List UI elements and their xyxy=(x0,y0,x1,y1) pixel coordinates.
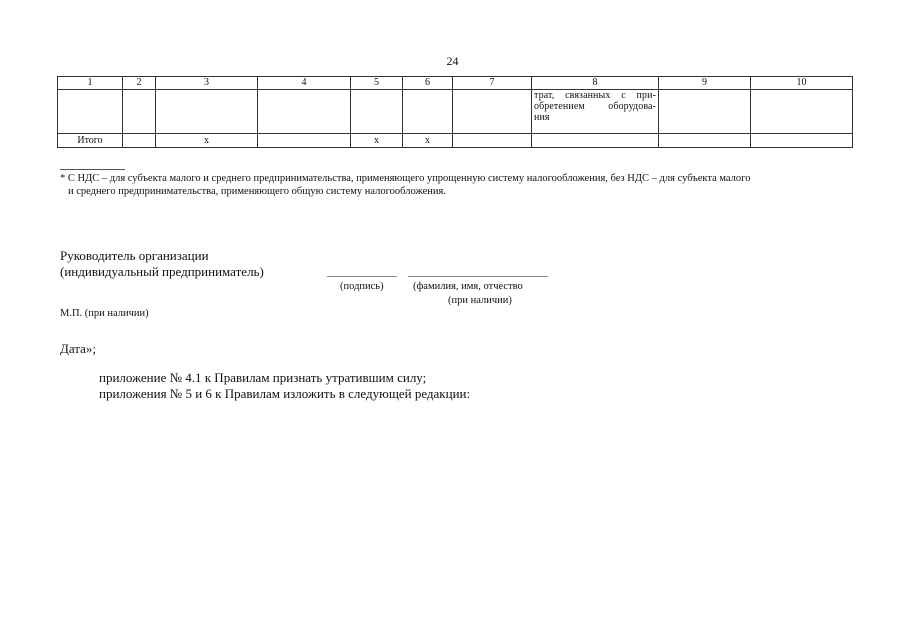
table-cell xyxy=(659,134,751,148)
column-header: 5 xyxy=(351,77,403,90)
table-cell xyxy=(258,134,351,148)
table-cell xyxy=(532,134,659,148)
table-cell xyxy=(751,134,853,148)
table-cell xyxy=(351,90,403,134)
table-cell xyxy=(258,90,351,134)
column-header: 1 xyxy=(58,77,123,90)
head-title-line2: (индивидуальный предприниматель) xyxy=(60,264,264,279)
paragraph: приложение № 4.1 к Правилам признать утратившим силу; xyxy=(99,370,427,385)
x-mark: х xyxy=(403,134,453,148)
footnote-divider xyxy=(60,169,125,170)
cell-text-line: ния xyxy=(534,112,550,123)
table-cell xyxy=(58,90,123,134)
column-header: 3 xyxy=(156,77,258,90)
table-row xyxy=(58,90,853,134)
table-total-row xyxy=(58,134,853,148)
column-header: 4 xyxy=(258,77,351,90)
column-header: 2 xyxy=(123,77,156,90)
table-cell xyxy=(123,90,156,134)
cell-text-line: трат, связанных с при- xyxy=(534,90,656,101)
footnote-line: * С НДС – для субъекта малого и среднего предпринимательства, применяющего упрощенную систему налогообложения, без НДС – для субъекта малого xyxy=(60,173,751,184)
column-header: 9 xyxy=(659,77,751,90)
page-number: 24 xyxy=(446,54,459,68)
x-mark: х xyxy=(156,134,258,148)
data-table xyxy=(57,76,853,148)
table-cell xyxy=(751,90,853,134)
name-caption-note: (при наличии) xyxy=(448,295,512,306)
footnote-line: и среднего предпринимательства, применяющего общую систему налогообложения. xyxy=(68,186,446,197)
signature-line xyxy=(327,276,397,277)
table-cell xyxy=(453,90,532,134)
column-header: 8 xyxy=(532,77,659,90)
head-title-line1: Руководитель организации xyxy=(60,248,209,263)
stamp-place: М.П. (при наличии) xyxy=(60,308,149,319)
name-line xyxy=(408,276,548,277)
footnote xyxy=(60,172,850,198)
column-header: 6 xyxy=(403,77,453,90)
cell-text-line: обретением оборудова- xyxy=(534,101,656,112)
table-cell-col8 xyxy=(532,90,659,134)
table-header-row xyxy=(58,77,853,90)
column-header: 10 xyxy=(751,77,853,90)
table-cell xyxy=(123,134,156,148)
name-caption: (фамилия, имя, отчество xyxy=(413,281,523,292)
table-cell xyxy=(659,90,751,134)
x-mark: х xyxy=(351,134,403,148)
table-cell xyxy=(156,90,258,134)
total-label: Итого xyxy=(58,134,123,148)
column-header: 7 xyxy=(453,77,532,90)
paragraph: приложения № 5 и 6 к Правилам изложить в следующей редакции: xyxy=(99,386,471,401)
signature-caption: (подпись) xyxy=(340,281,384,292)
table-cell xyxy=(453,134,532,148)
date-label: Дата»; xyxy=(60,341,97,356)
table-cell xyxy=(403,90,453,134)
